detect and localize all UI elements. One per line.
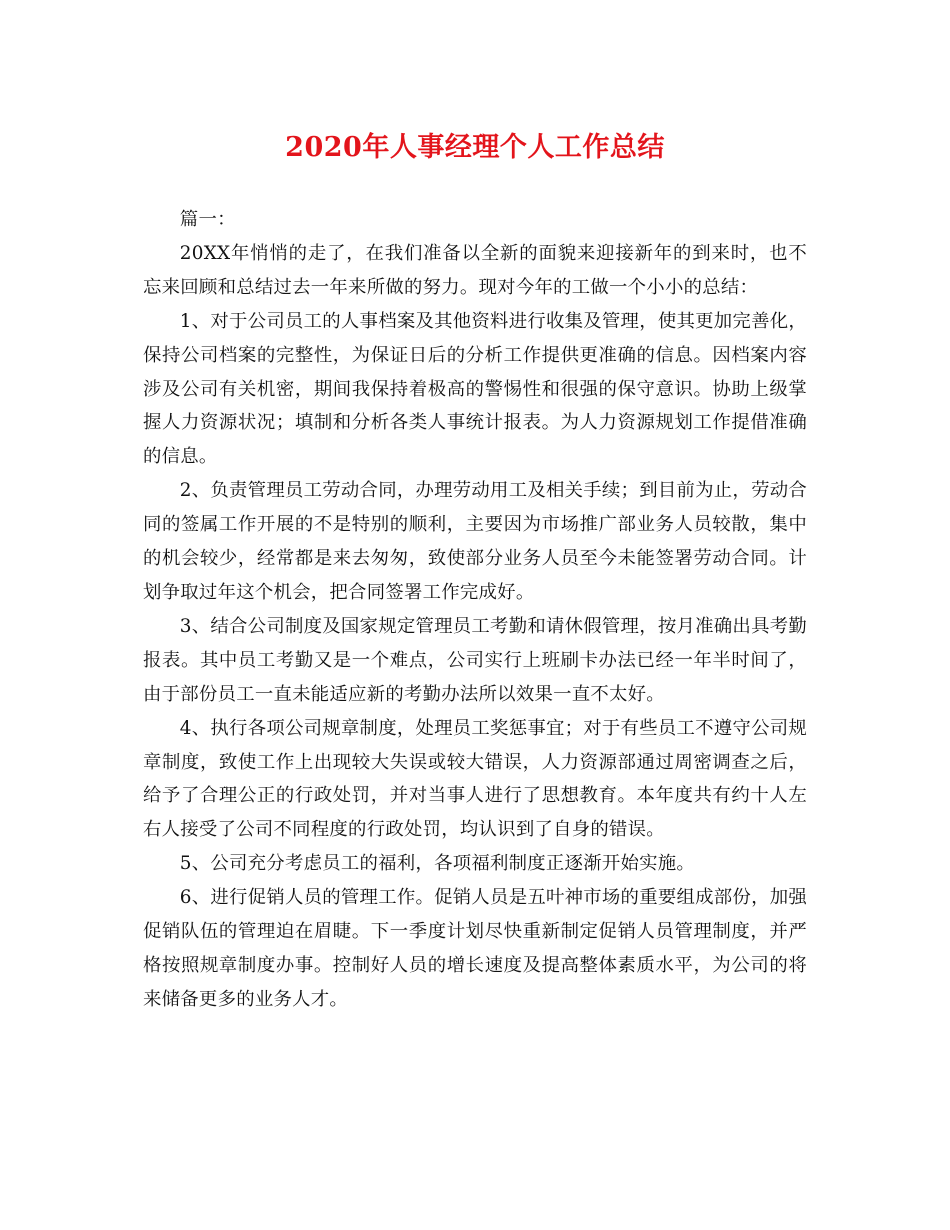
paragraph-section-label: 篇一： bbox=[179, 209, 236, 230]
paragraph-item-4: 4、执行各项公司规章制度，处理员工奖惩事宜；对于有些员工不遵守公司规章制度，致使工作上出现较大失误或较大错误，人力资源部通过周密调查之后，给予了合理公正的行政处罚，并对当事人进行了思想教育。本年度共有约十人左右人接受了公司不同程度的行政处罚，均认识到了自身的错误。 bbox=[143, 717, 807, 841]
document-body bbox=[143, 203, 807, 1017]
paragraph-item-5: 5、公司充分考虑员工的福利，各项福利制度正逐渐开始实施。 bbox=[179, 853, 696, 875]
paragraph-item-1: 1、对于公司员工的人事档案及其他资料进行收集及管理，使其更加完善化，保持公司档案的完整性，为保证日后的分析工作提供更准确的信息。因档案内容涉及公司有关机密，期间我保持着极高的警惕性和很强的保守意识。协助上级掌握人力资源状况；填制和分析各类人事统计报表。为人力资源规划工作提借准确的信息。 bbox=[143, 310, 807, 468]
paragraph-item-2: 2、负责管理员工劳动合同，办理劳动用工及相关手续；到目前为止，劳动合同的签属工作开展的不是特别的顺利，主要因为市场推广部业务人员较散，集中的机会较少，经常都是来去匆匆，致使部分业务人员至今未能签署劳动合同。计划争取过年这个机会，把合同签署工作完成好。 bbox=[143, 480, 807, 603]
paragraph-intro: 20XX年悄悄的走了，在我们准备以全新的面貌来迎接新年的到来时，也不忘来回顾和总结过去一年来所做的努力。现对今年的工做一个小小的总结： bbox=[143, 242, 807, 298]
document-title: 2020年人事经理个人工作总结 bbox=[285, 132, 665, 163]
paragraph-item-6: 6、进行促销人员的管理工作。促销人员是五叶神市场的重要组成部份，加强促销队伍的管理迫在眉睫。下一季度计划尽快重新制定促销人员管理制度，并严格按照规章制度办事。控制好人员的增长速度及提高整体素质水平，为公司的将来储备更多的业务人才。 bbox=[143, 887, 807, 1010]
paragraph-item-3: 3、结合公司制度及国家规定管理员工考勤和请休假管理，按月准确出具考勤报表。其中员工考勤又是一个难点，公司实行上班刷卡办法已经一年半时间了，由于部份员工一直未能适应新的考勤办法所以效果一直不太好。 bbox=[143, 615, 807, 705]
